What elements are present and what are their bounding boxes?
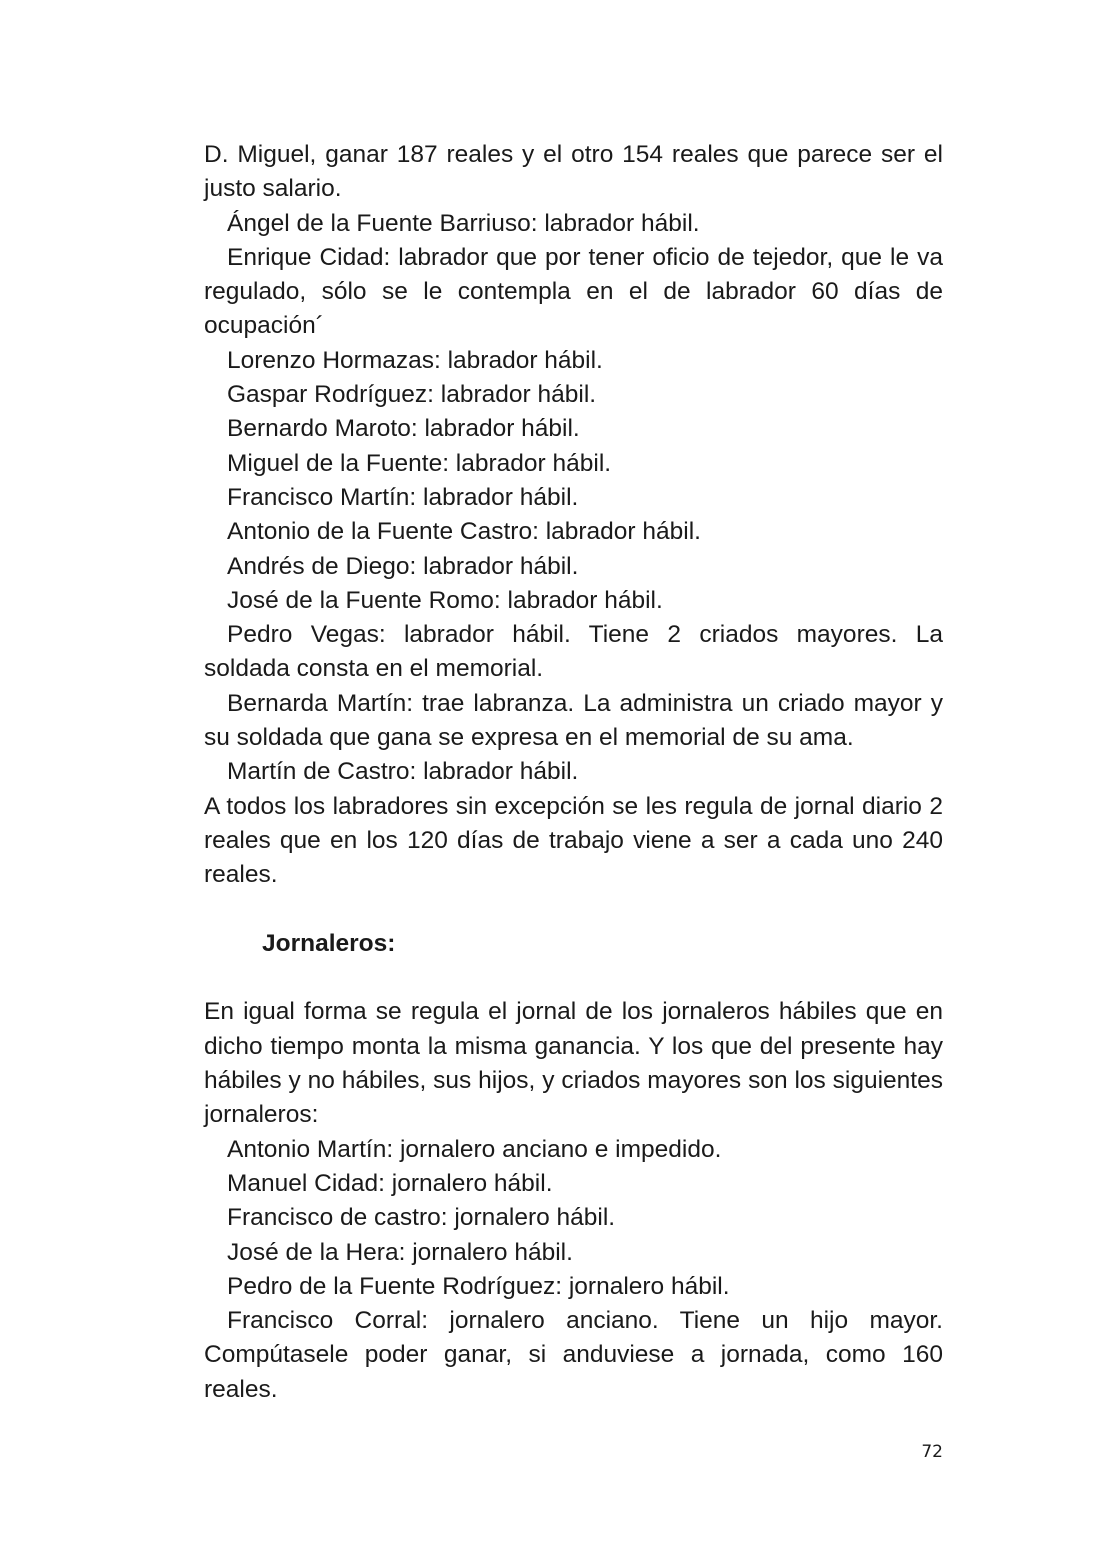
paragraph: En igual forma se regula el jornal de los jornaleros hábiles que en dicho tiempo monta la misma ganancia. Y los que del presente hay hábiles y no hábiles, sus hijos, y criados mayores son los siguientes jornaleros:: [204, 998, 943, 1129]
paragraph: Bernardo Maroto: labrador hábil.: [227, 415, 580, 443]
paragraph: Pedro Vegas: labrador hábil. Tiene 2 criados mayores. La soldada consta en el memorial.: [204, 621, 943, 683]
jornaleros-list: [204, 995, 943, 1407]
paragraph: Antonio de la Fuente Castro: labrador hábil.: [227, 518, 701, 546]
paragraph: José de la Hera: jornalero hábil.: [227, 1238, 573, 1266]
paragraph: Enrique Cidad: labrador que por tener oficio de tejedor, que le va regulado, sólo se le contempla en el de labrador 60 días de ocupación´: [204, 243, 943, 340]
paragraph: Manuel Cidad: jornalero hábil.: [227, 1169, 553, 1197]
page-body: [204, 138, 943, 1407]
paragraph: Miguel de la Fuente: labrador hábil.: [227, 449, 612, 477]
paragraph: José de la Fuente Romo: labrador hábil.: [227, 586, 663, 614]
page-number: 72: [921, 1442, 943, 1462]
paragraph: A todos los labradores sin excepción se les regula de jornal diario 2 reales que en los 120 días de trabajo viene a ser a cada uno 240 reales.: [204, 792, 943, 889]
paragraph: Francisco Corral: jornalero anciano. Tiene un hijo mayor. Compútasele poder ganar, si anduviese a jornada, como 160 reales.: [204, 1307, 943, 1403]
paragraph: Martín de Castro: labrador hábil.: [227, 758, 579, 786]
paragraph: Ángel de la Fuente Barriuso: labrador hábil.: [227, 209, 700, 237]
paragraph: Francisco de castro: jornalero hábil.: [227, 1204, 616, 1232]
paragraph: Francisco Martín: labrador hábil.: [227, 483, 579, 511]
paragraph: D. Miguel, ganar 187 reales y el otro 154 reales que parece ser el justo salario.: [204, 141, 943, 203]
paragraph: Pedro de la Fuente Rodríguez: jornalero hábil.: [227, 1272, 730, 1300]
paragraph: Lorenzo Hormazas: labrador hábil.: [227, 346, 603, 374]
section-heading-jornaleros: Jornaleros:: [262, 929, 396, 957]
labradores-list: [204, 138, 943, 893]
paragraph: Gaspar Rodríguez: labrador hábil.: [227, 381, 597, 409]
paragraph: Andrés de Diego: labrador hábil.: [227, 552, 579, 580]
paragraph: Bernarda Martín: trae labranza. La administra un criado mayor y su soldada que gana se expresa en el memorial de su ama.: [204, 689, 943, 752]
paragraph: Antonio Martín: jornalero anciano e impedido.: [227, 1135, 722, 1163]
